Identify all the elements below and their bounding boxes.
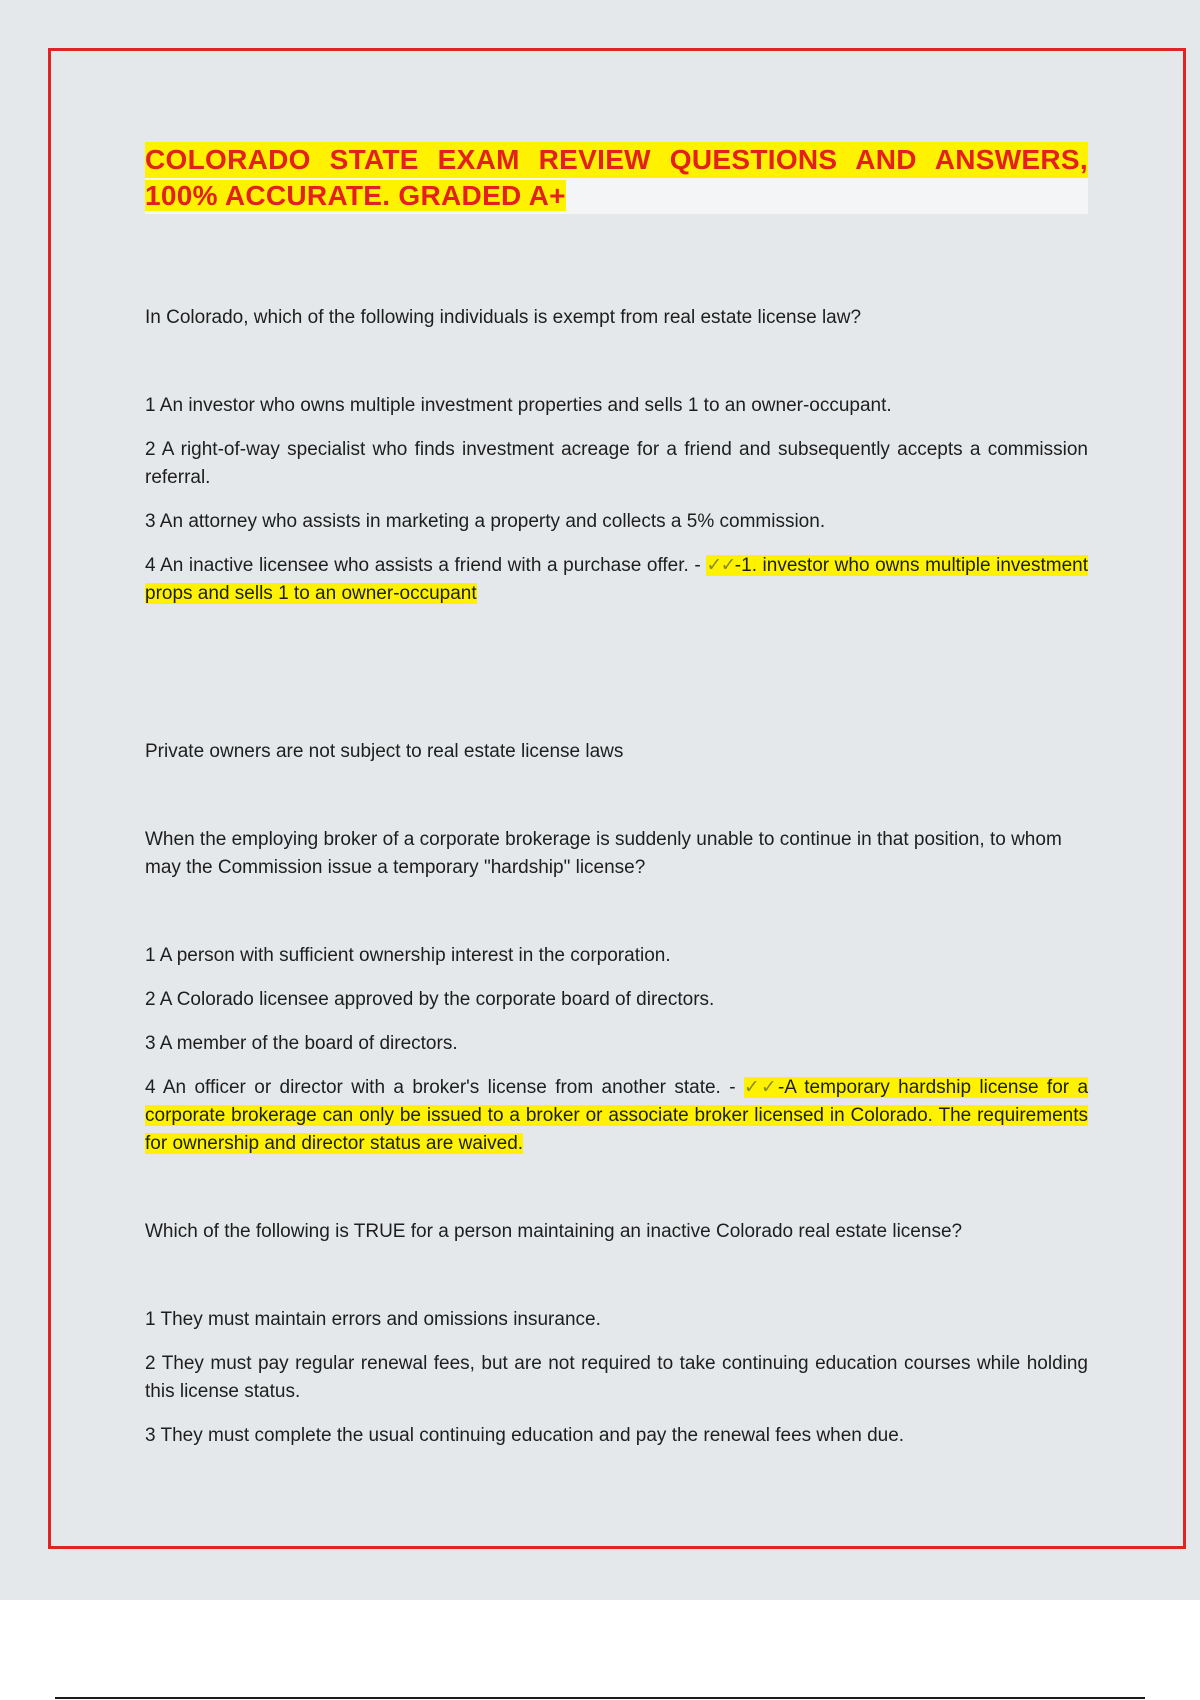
q1-answer-text: -1. investor who owns multiple investment props and sells 1 to an owner-occupant <box>145 555 1088 604</box>
q1-option-2: 2 A right-of-way specialist who finds investment acreage for a friend and subsequently accepts a commission referral. <box>145 439 1088 488</box>
q3-option-3: 3 They must complete the usual continuing education and pay the renewal fees when due. <box>145 1425 905 1446</box>
question-1: In Colorado, which of the following individuals is exempt from real estate license law? <box>145 307 862 328</box>
q1-option-3: 3 An attorney who assists in marketing a property and collects a 5% commission. <box>145 511 826 532</box>
q3-option-2: 2 They must pay regular renewal fees, but are not required to take continuing education courses while holding this license status. <box>145 1353 1088 1402</box>
question-3: Which of the following is TRUE for a person maintaining an inactive Colorado real estate license? <box>145 1221 963 1242</box>
q1-option-4: 4 An inactive licensee who assists a friend with a purchase offer. - <box>145 555 701 576</box>
q1-note: Private owners are not subject to real estate license laws <box>145 741 624 762</box>
question-2: When the employing broker of a corporate brokerage is suddenly unable to continue in that position, to whom may the Commission issue a temporary "hardship" license? <box>145 829 1062 878</box>
q2-option-3: 3 A member of the board of directors. <box>145 1033 458 1054</box>
q2-option-1: 1 A person with sufficient ownership interest in the corporation. <box>145 945 671 966</box>
document-title <box>145 142 1088 214</box>
bottom-divider <box>55 1697 1145 1699</box>
title-line-2-wrap <box>145 178 1088 214</box>
q2-option-4-with-answer <box>145 1074 1088 1158</box>
q1-option-4-with-answer <box>145 552 1088 608</box>
title-line-1: COLORADO STATE EXAM REVIEW QUESTIONS AND ANSWERS, <box>145 142 1088 178</box>
title-line-2: 100% ACCURATE. GRADED A+ <box>145 180 566 211</box>
double-check-icon: ✓✓ <box>743 1077 778 1098</box>
q2-option-2: 2 A Colorado licensee approved by the corporate board of directors. <box>145 989 715 1010</box>
q2-option-4: 4 An officer or director with a broker's license from another state. - <box>145 1077 736 1098</box>
q1-option-1: 1 An investor who owns multiple investment properties and sells 1 to an owner-occupant. <box>145 395 892 416</box>
document-content <box>145 142 1088 1466</box>
double-check-icon: ✓✓ <box>706 555 735 576</box>
q2-answer-text: -A temporary hardship license for a corporate brokerage can only be issued to a broker or associate broker licensed in Colorado. The requirements for ownership and director status are waived. <box>145 1077 1089 1154</box>
q3-option-1: 1 They must maintain errors and omissions insurance. <box>145 1309 601 1330</box>
